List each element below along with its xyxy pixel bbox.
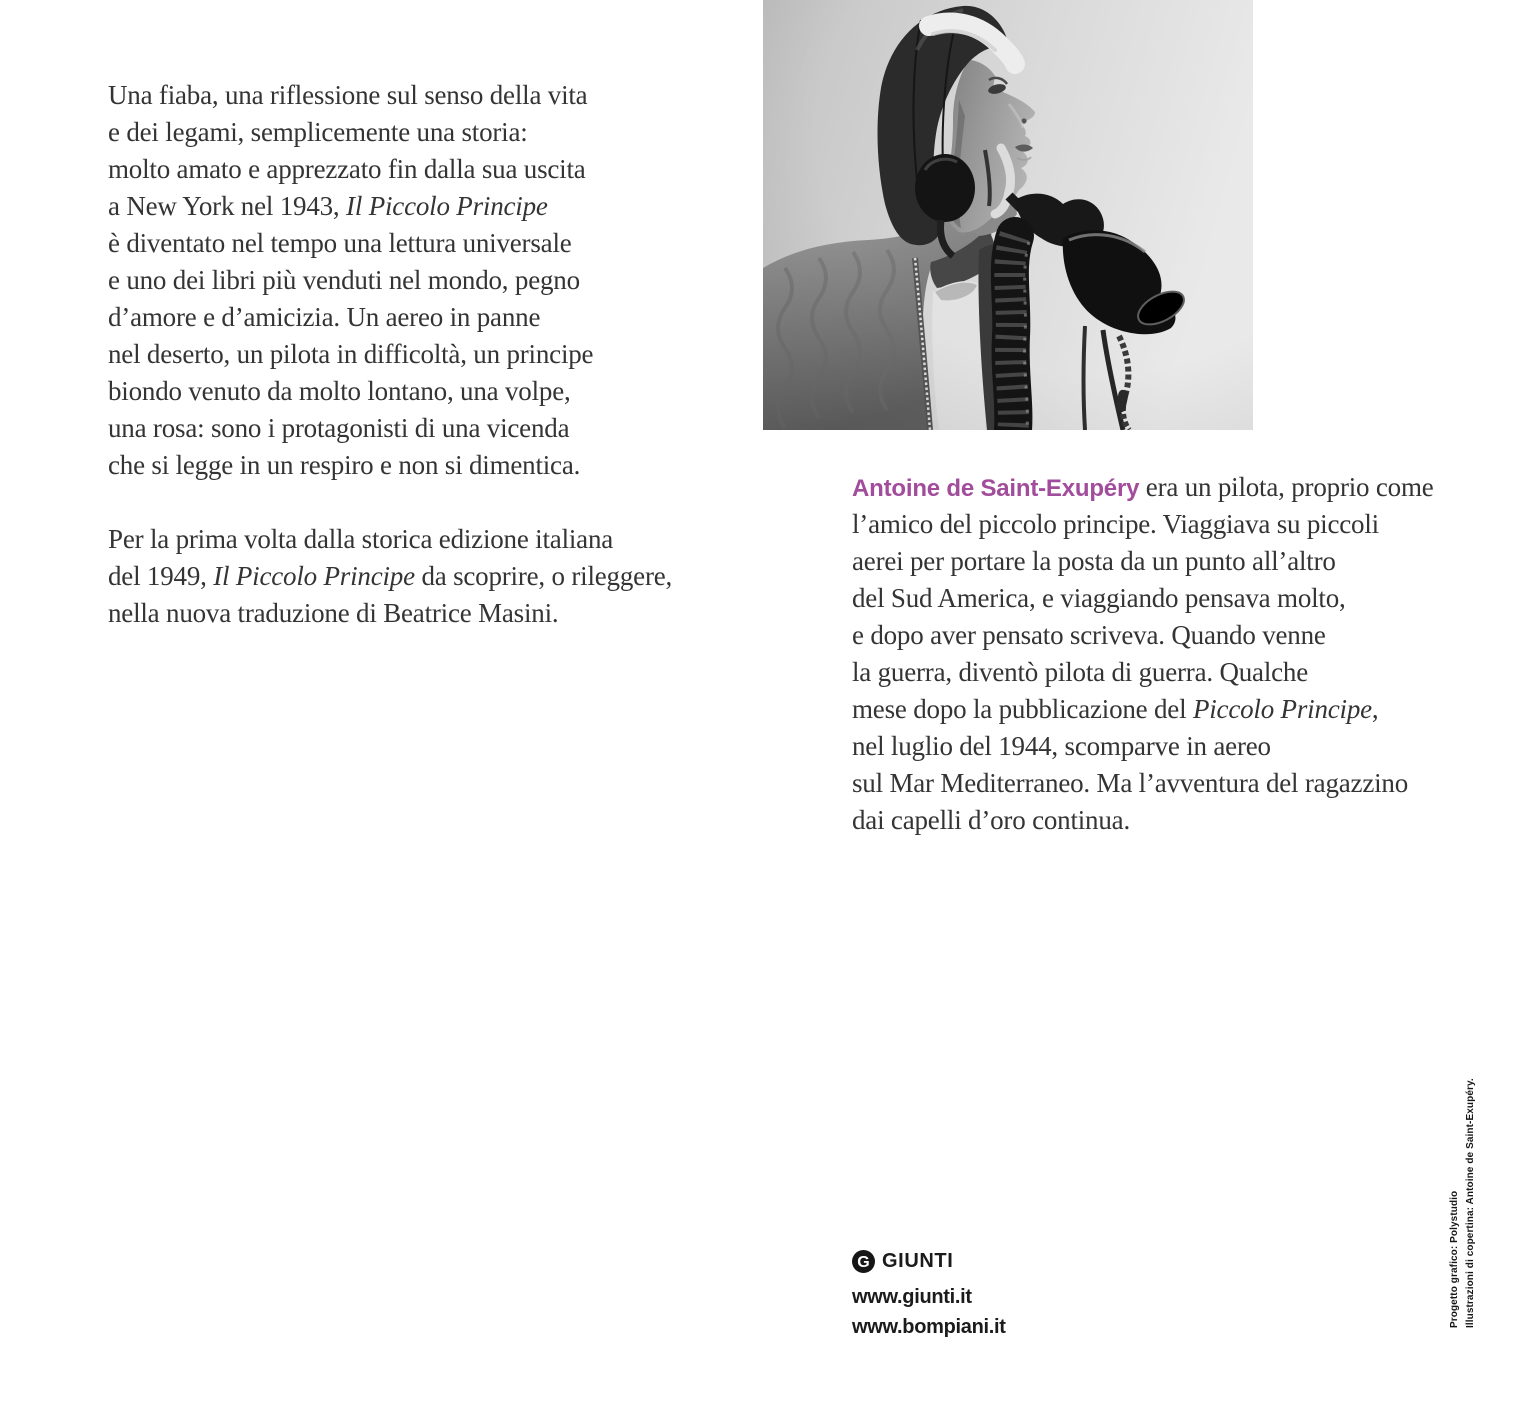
- publisher-block: [852, 1250, 1006, 1342]
- text-line: Per la prima volta dalla storica edizione italiana: [108, 524, 614, 554]
- graphic-design-credit: Progetto grafico: Polystudio: [1449, 1190, 1460, 1328]
- publisher-urls: [852, 1282, 1006, 1342]
- text-line: d’amore e d’amicizia. Un aereo in panne: [108, 302, 541, 332]
- text-line: sul Mar Mediterraneo. Ma l’avventura del ragazzino: [852, 768, 1409, 798]
- publisher-name: GIUNTI: [882, 1250, 954, 1272]
- giunti-logo-letter: G: [857, 1254, 870, 1271]
- text-line: mese dopo la pubblicazione del Piccolo Principe,: [852, 694, 1379, 724]
- text-line: che si legge in un respiro e non si dimentica.: [108, 450, 581, 480]
- synopsis-paragraph-1: [108, 77, 672, 484]
- synopsis-block: [108, 77, 672, 632]
- text-line: aerei per portare la posta da un punto all’altro: [852, 546, 1336, 576]
- cover-illustration-credit: Illustrazioni di copertina: Antoine de Saint-Exupéry.: [1465, 1078, 1476, 1328]
- text-line: nel deserto, un pilota in difficoltà, un principe: [108, 339, 594, 369]
- text-line: Una fiaba, una riflessione sul senso della vita: [108, 80, 588, 110]
- publisher-logo-row: [852, 1250, 1006, 1273]
- text-line: a New York nel 1943, Il Piccolo Principe: [108, 191, 548, 221]
- author-photo-illustration: [763, 0, 1253, 430]
- text-line: del Sud America, e viaggiando pensava molto,: [852, 583, 1346, 613]
- author-photo: [763, 0, 1253, 430]
- text-line: Antoine de Saint-Exupéry era un pilota, proprio come: [852, 472, 1434, 502]
- text-line: e uno dei libri più venduti nel mondo, pegno: [108, 265, 580, 295]
- text-line: del 1949, Il Piccolo Principe da scoprire, o rileggere,: [108, 561, 673, 591]
- publisher-url-bompiani: www.bompiani.it: [852, 1316, 1006, 1338]
- text-line: e dopo aver pensato scriveva. Quando venne: [852, 620, 1326, 650]
- text-line: molto amato e apprezzato fin dalla sua uscita: [108, 154, 586, 184]
- publisher-url-giunti: www.giunti.it: [852, 1286, 972, 1308]
- synopsis-paragraph-2: [108, 521, 672, 632]
- text-line: è diventato nel tempo una lettura universale: [108, 228, 572, 258]
- text-line: nel luglio del 1944, scomparve in aereo: [852, 731, 1271, 761]
- text-line: l’amico del piccolo principe. Viaggiava su piccoli: [852, 509, 1379, 539]
- text-line: e dei legami, semplicemente una storia:: [108, 117, 528, 147]
- text-line: nella nuova traduzione di Beatrice Masini.: [108, 598, 559, 628]
- giunti-logo-icon: [852, 1250, 875, 1273]
- text-line: la guerra, diventò pilota di guerra. Qualche: [852, 657, 1309, 687]
- text-line: biondo venuto da molto lontano, una volpe,: [108, 376, 571, 406]
- author-bio-block: [852, 469, 1434, 839]
- text-line: dai capelli d’oro continua.: [852, 805, 1130, 835]
- text-line: una rosa: sono i protagonisti di una vicenda: [108, 413, 570, 443]
